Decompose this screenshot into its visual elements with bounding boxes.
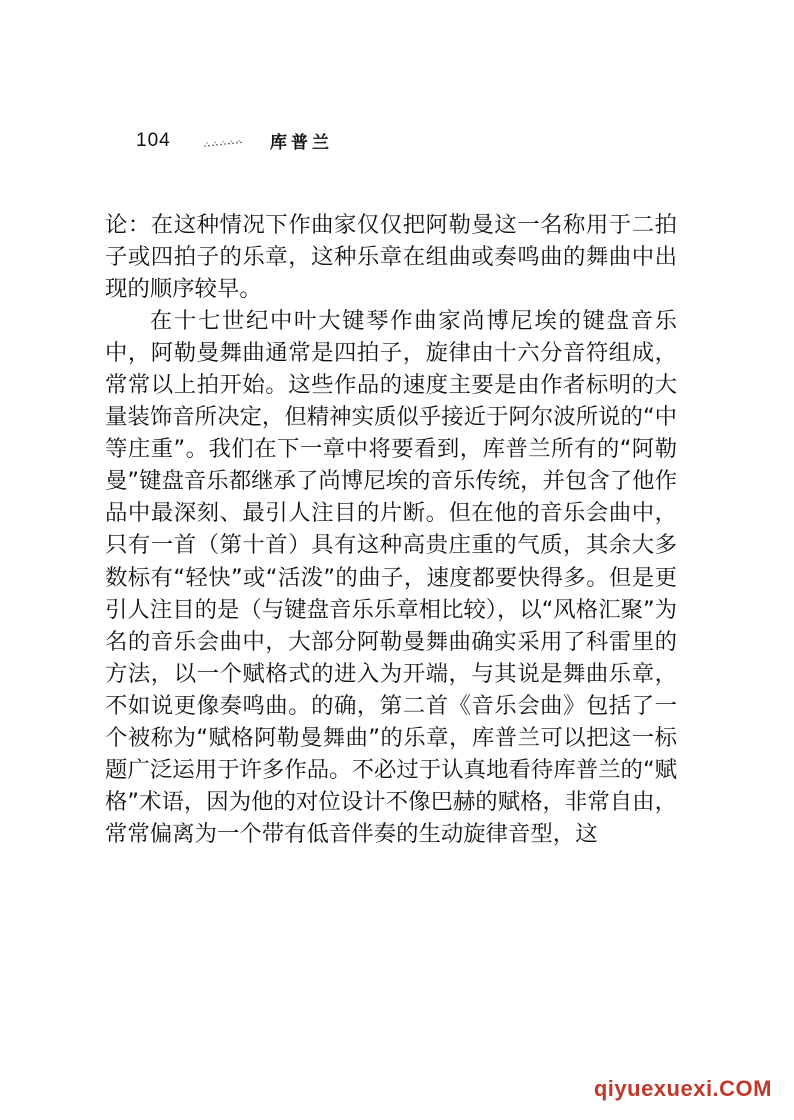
site-watermark [594,1076,772,1102]
page-number: 104 [136,130,171,151]
body-text [105,209,677,850]
paragraph: 在十七世纪中叶大键琴作曲家尚博尼埃的键盘音乐中，阿勒曼舞曲通常是四拍子，旋律由十六分音符组成，常常以上拍开始。这些作品的速度主要是由作者标明的大量装饰音所决定，但精神实质似乎接近于阿尔波所说的“中等庄重”。我们在下一章中将要看到，库普兰所有的“阿勒曼”键盘音乐都继承了尚博尼埃的音乐传统，并包含了他作品中最深刻、最引人注目的片断。但在他的音乐会曲中，只有一首（第十首）具有这种高贵庄重的气质，其余大多数标有“轻快”或“活泼”的曲子，速度都要快得多。但是更引人注目的是（与键盘音乐乐章相比较），以“风格汇聚”为名的音乐会曲中，大部分阿勒曼舞曲确实采用了科雷里的方法，以一个赋格式的进入为开端，与其说是舞曲乐章，不如说更像奏鸣曲。的确，第二首《音乐会曲》包括了一个被称为“赋格阿勒曼舞曲”的乐章，库普兰可以把这一标题广泛运用于许多作品。不必过于认真地看待库普兰的“赋格”术语，因为他的对位设计不像巴赫的赋格，非常自由，常常偏离为一个带有低音伴奏的生动旋律音型，这 [105,308,677,847]
paragraph-continuation: 论：在这种情况下作曲家仅仅把阿勒曼这一名称用于二拍子或四拍子的乐章，这种乐章在组曲或奏鸣曲的舞曲中出现的顺序较早。 [105,212,677,303]
page-header [136,128,696,158]
decorative-ornament-icon [203,140,245,148]
running-title: 库普兰 [270,133,333,153]
watermark-text: qiyuexuexi.COM [593,1076,772,1101]
